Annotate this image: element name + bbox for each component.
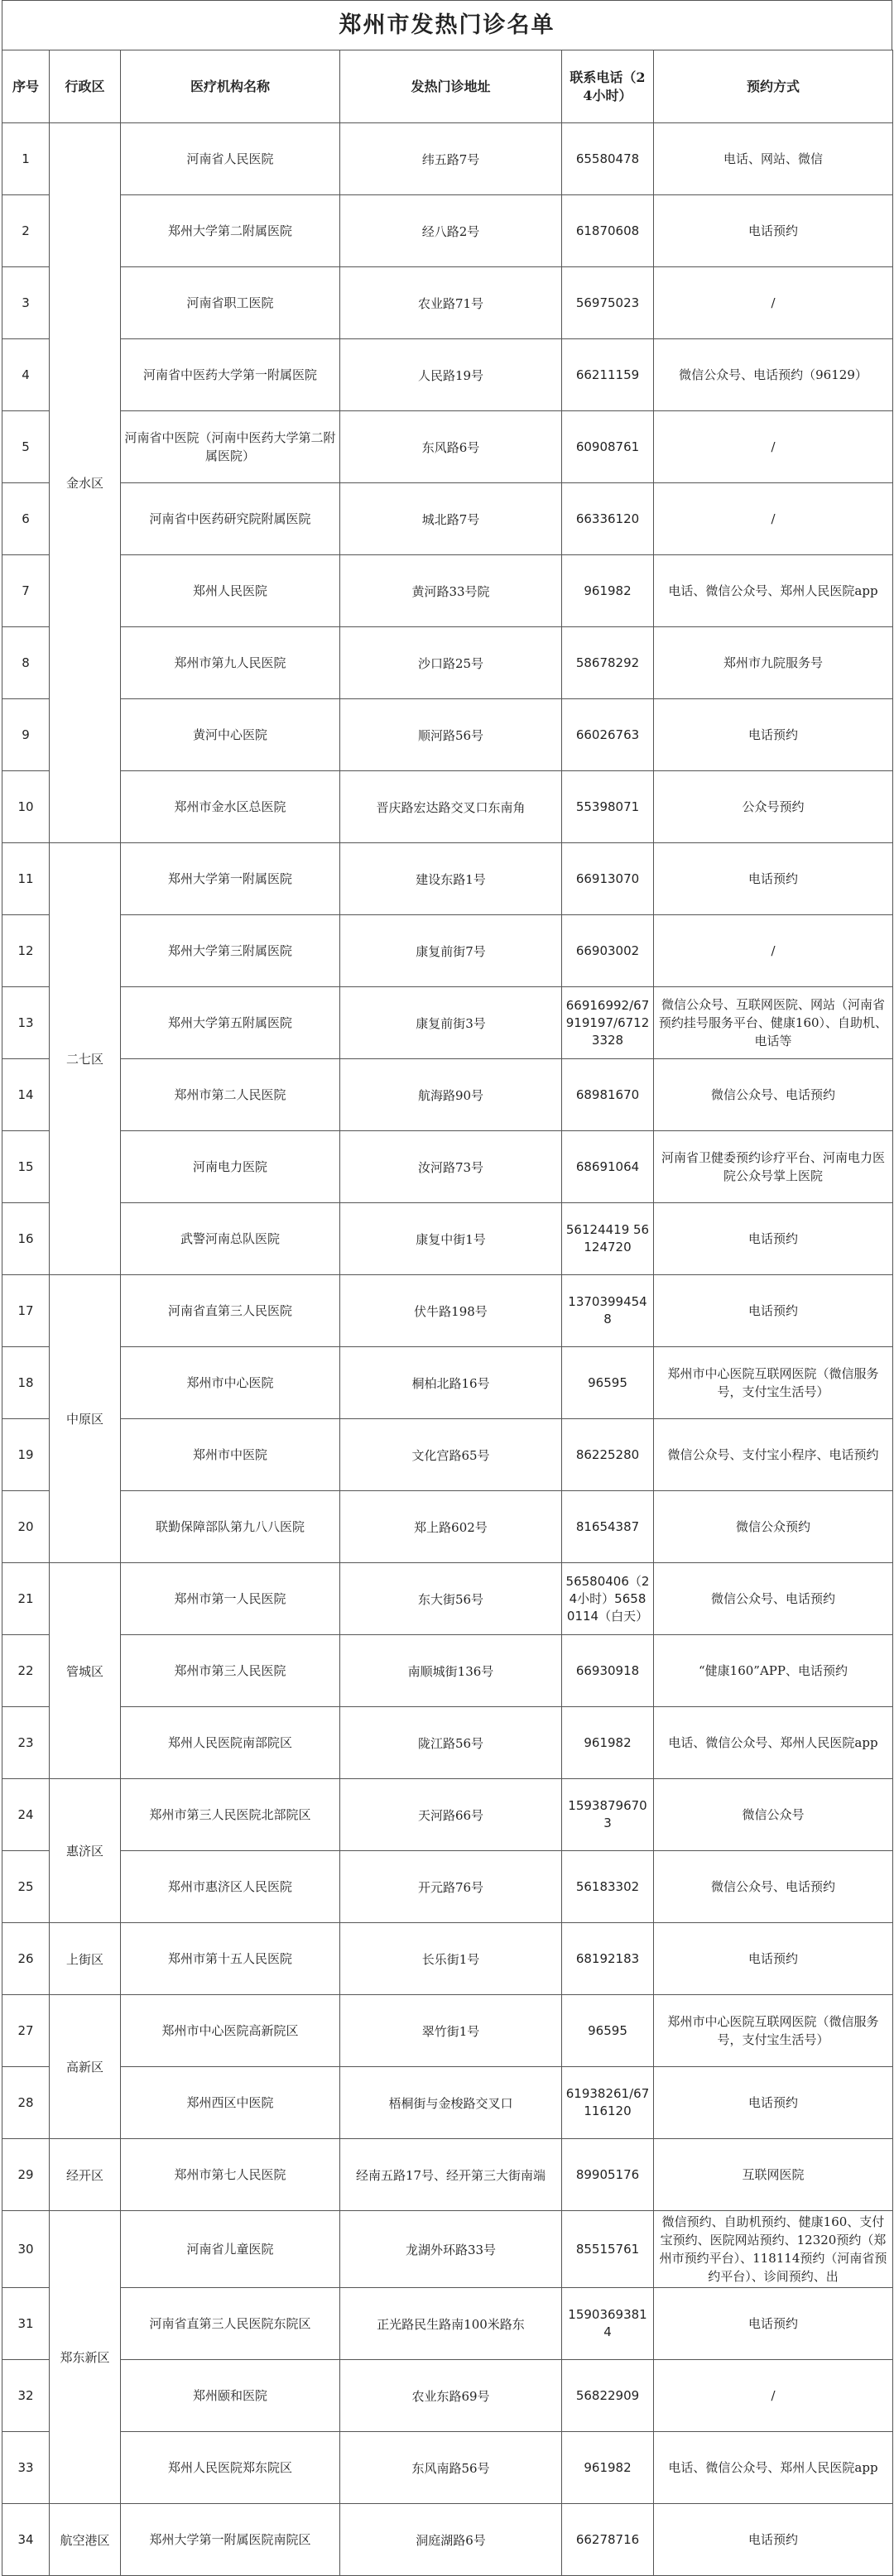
- cell-phone: 61938261/67116120: [562, 2067, 654, 2139]
- cell-seq: 30: [2, 2211, 50, 2288]
- table-row: [2, 123, 893, 195]
- cell-phone: 961982: [562, 2432, 654, 2504]
- cell-seq: 19: [2, 1419, 50, 1491]
- table-row: [2, 1347, 893, 1419]
- cell-address: 经南五路17号、经开第三大街南端: [340, 2139, 562, 2211]
- cell-phone: 65580478: [562, 123, 654, 195]
- cell-hospital: 黄河中心医院: [121, 699, 340, 771]
- cell-phone: 56124419 56124720: [562, 1203, 654, 1275]
- cell-method: 微信公众号: [654, 1779, 893, 1851]
- table-row: [2, 843, 893, 915]
- cell-phone: 60908761: [562, 411, 654, 483]
- cell-district: 金水区: [50, 123, 121, 843]
- cell-hospital: 郑州西区中医院: [121, 2067, 340, 2139]
- cell-seq: 9: [2, 699, 50, 771]
- cell-phone: 15903693814: [562, 2288, 654, 2360]
- cell-method: /: [654, 2360, 893, 2432]
- cell-district: 二七区: [50, 843, 121, 1275]
- table-row: [2, 1419, 893, 1491]
- cell-seq: 4: [2, 339, 50, 411]
- cell-seq: 2: [2, 195, 50, 267]
- cell-seq: 29: [2, 2139, 50, 2211]
- cell-phone: 96595: [562, 1995, 654, 2067]
- cell-district: 航空港区: [50, 2504, 121, 2576]
- cell-phone: 961982: [562, 1707, 654, 1779]
- cell-hospital: 郑州市第十五人民医院: [121, 1923, 340, 1995]
- header-method: 预约方式: [654, 50, 893, 123]
- table-row: [2, 2504, 893, 2576]
- cell-hospital: 河南省直第三人民医院: [121, 1275, 340, 1347]
- cell-hospital: 郑州人民医院郑东院区: [121, 2432, 340, 2504]
- cell-phone: 86225280: [562, 1419, 654, 1491]
- cell-method: 微信预约、自助机预约、健康160、支付宝预约、医院网站预约、12320预约（郑州市预约平台）、118114预约（河南省预约平台）、诊间预约、出: [654, 2211, 893, 2288]
- table-row: [2, 1563, 893, 1635]
- cell-phone: 66903002: [562, 915, 654, 987]
- cell-hospital: 郑州市第三人民医院北部院区: [121, 1779, 340, 1851]
- table-row: [2, 699, 893, 771]
- cell-hospital: 郑州大学第一附属医院: [121, 843, 340, 915]
- cell-phone: 55398071: [562, 771, 654, 843]
- cell-hospital: 河南省人民医院: [121, 123, 340, 195]
- cell-hospital: 武警河南总队医院: [121, 1203, 340, 1275]
- cell-district: 郑东新区: [50, 2211, 121, 2504]
- cell-phone: 61870608: [562, 195, 654, 267]
- table-row: [2, 1635, 893, 1707]
- table-row: [2, 1491, 893, 1563]
- table-header-row: [2, 50, 893, 123]
- cell-phone: 96595: [562, 1347, 654, 1419]
- cell-hospital: 郑州人民医院南部院区: [121, 1707, 340, 1779]
- cell-method: 电话预约: [654, 1275, 893, 1347]
- table-row: [2, 195, 893, 267]
- cell-phone: 66278716: [562, 2504, 654, 2576]
- table-row: [2, 1707, 893, 1779]
- cell-hospital: 郑州大学第一附属医院南院区: [121, 2504, 340, 2576]
- cell-method: 微信公众号、支付宝小程序、电话预约: [654, 1419, 893, 1491]
- cell-seq: 8: [2, 627, 50, 699]
- cell-district: 高新区: [50, 1995, 121, 2139]
- cell-hospital: 郑州大学第五附属医院: [121, 987, 340, 1059]
- page-title: 郑州市发热门诊名单: [2, 0, 892, 50]
- table-row: [2, 2211, 893, 2288]
- cell-address: 康复前街7号: [340, 915, 562, 987]
- cell-district: 惠济区: [50, 1779, 121, 1923]
- cell-method: 微信公众号、电话预约（96129）: [654, 339, 893, 411]
- cell-address: 东风南路56号: [340, 2432, 562, 2504]
- cell-district: 管城区: [50, 1563, 121, 1779]
- table-row: [2, 1203, 893, 1275]
- cell-method: 电话、微信公众号、郑州人民医院app: [654, 555, 893, 627]
- cell-seq: 20: [2, 1491, 50, 1563]
- cell-hospital: 郑州市第九人民医院: [121, 627, 340, 699]
- cell-hospital: 河南省儿童医院: [121, 2211, 340, 2288]
- cell-address: 航海路90号: [340, 1059, 562, 1131]
- cell-hospital: 河南省中医药大学第一附属医院: [121, 339, 340, 411]
- cell-phone: 89905176: [562, 2139, 654, 2211]
- cell-seq: 26: [2, 1923, 50, 1995]
- header-hospital: 医疗机构名称: [121, 50, 340, 123]
- cell-address: 梧桐街与金梭路交叉口: [340, 2067, 562, 2139]
- cell-hospital: 郑州市中医院: [121, 1419, 340, 1491]
- cell-method: 电话预约: [654, 2288, 893, 2360]
- table-row: [2, 1995, 893, 2067]
- table-row: [2, 1059, 893, 1131]
- cell-address: 人民路19号: [340, 339, 562, 411]
- cell-seq: 22: [2, 1635, 50, 1707]
- cell-phone: 56580406（24小时）56580114（白天）: [562, 1563, 654, 1635]
- cell-address: 伏牛路198号: [340, 1275, 562, 1347]
- table-row: [2, 915, 893, 987]
- cell-address: 纬五路7号: [340, 123, 562, 195]
- cell-method: 郑州市中心医院互联网医院（微信服务号，支付宝生活号）: [654, 1995, 893, 2067]
- cell-method: 公众号预约: [654, 771, 893, 843]
- cell-address: 沙口路25号: [340, 627, 562, 699]
- cell-seq: 24: [2, 1779, 50, 1851]
- cell-seq: 33: [2, 2432, 50, 2504]
- cell-address: 翠竹街1号: [340, 1995, 562, 2067]
- cell-address: 汝河路73号: [340, 1131, 562, 1203]
- table-row: [2, 2067, 893, 2139]
- cell-phone: 66336120: [562, 483, 654, 555]
- cell-address: 陇江路56号: [340, 1707, 562, 1779]
- cell-method: 电话预约: [654, 195, 893, 267]
- cell-method: 电话预约: [654, 1923, 893, 1995]
- cell-seq: 16: [2, 1203, 50, 1275]
- table-row: [2, 1923, 893, 1995]
- cell-method: /: [654, 915, 893, 987]
- table-row: [2, 1851, 893, 1923]
- cell-method: “健康160”APP、电话预约: [654, 1635, 893, 1707]
- table-body: [2, 123, 893, 2576]
- cell-seq: 28: [2, 2067, 50, 2139]
- cell-address: 龙湖外环路33号: [340, 2211, 562, 2288]
- cell-hospital: 郑州市中心医院高新院区: [121, 1995, 340, 2067]
- cell-seq: 15: [2, 1131, 50, 1203]
- cell-method: 郑州市九院服务号: [654, 627, 893, 699]
- cell-address: 建设东路1号: [340, 843, 562, 915]
- cell-hospital: 郑州市第七人民医院: [121, 2139, 340, 2211]
- cell-method: 电话预约: [654, 843, 893, 915]
- cell-seq: 3: [2, 267, 50, 339]
- cell-hospital: 郑州市第三人民医院: [121, 1635, 340, 1707]
- cell-district: 经开区: [50, 2139, 121, 2211]
- cell-phone: 66916992/67919197/67123328: [562, 987, 654, 1059]
- cell-phone: 66211159: [562, 339, 654, 411]
- cell-address: 天河路66号: [340, 1779, 562, 1851]
- header-phone: 联系电话（24小时）: [562, 50, 654, 123]
- cell-phone: 68192183: [562, 1923, 654, 1995]
- cell-address: 农业路71号: [340, 267, 562, 339]
- cell-phone: 13703994548: [562, 1275, 654, 1347]
- cell-seq: 14: [2, 1059, 50, 1131]
- cell-hospital: 郑州大学第二附属医院: [121, 195, 340, 267]
- cell-address: 康复前街3号: [340, 987, 562, 1059]
- cell-method: 微信公众预约: [654, 1491, 893, 1563]
- header-district: 行政区: [50, 50, 121, 123]
- cell-hospital: 河南电力医院: [121, 1131, 340, 1203]
- cell-phone: 961982: [562, 555, 654, 627]
- cell-phone: 56822909: [562, 2360, 654, 2432]
- cell-seq: 1: [2, 123, 50, 195]
- cell-method: 微信公众号、电话预约: [654, 1851, 893, 1923]
- cell-address: 农业东路69号: [340, 2360, 562, 2432]
- cell-seq: 18: [2, 1347, 50, 1419]
- cell-phone: 66930918: [562, 1635, 654, 1707]
- cell-method: /: [654, 411, 893, 483]
- cell-seq: 6: [2, 483, 50, 555]
- cell-phone: 66026763: [562, 699, 654, 771]
- cell-phone: 68691064: [562, 1131, 654, 1203]
- table-row: [2, 771, 893, 843]
- cell-seq: 27: [2, 1995, 50, 2067]
- cell-address: 康复中街1号: [340, 1203, 562, 1275]
- cell-address: 正光路民生路南100米路东: [340, 2288, 562, 2360]
- table-row: [2, 483, 893, 555]
- cell-hospital: 郑州市惠济区人民医院: [121, 1851, 340, 1923]
- table-row: [2, 1275, 893, 1347]
- cell-method: 微信公众号、电话预约: [654, 1059, 893, 1131]
- cell-phone: 58678292: [562, 627, 654, 699]
- cell-address: 东风路6号: [340, 411, 562, 483]
- cell-method: 电话、微信公众号、郑州人民医院app: [654, 1707, 893, 1779]
- cell-address: 郑上路602号: [340, 1491, 562, 1563]
- table-row: [2, 987, 893, 1059]
- cell-hospital: 河南省职工医院: [121, 267, 340, 339]
- cell-district: 上街区: [50, 1923, 121, 1995]
- cell-seq: 34: [2, 2504, 50, 2576]
- cell-seq: 31: [2, 2288, 50, 2360]
- cell-seq: 7: [2, 555, 50, 627]
- header-seq: 序号: [2, 50, 50, 123]
- cell-hospital: 郑州市第二人民医院: [121, 1059, 340, 1131]
- cell-method: 微信公众号、互联网医院、网站（河南省预约挂号服务平台、健康160）、自助机、电话等: [654, 987, 893, 1059]
- cell-method: 电话、微信公众号、郑州人民医院app: [654, 2432, 893, 2504]
- cell-phone: 15938796703: [562, 1779, 654, 1851]
- cell-hospital: 联勤保障部队第九八八医院: [121, 1491, 340, 1563]
- cell-seq: 23: [2, 1707, 50, 1779]
- cell-phone: 68981670: [562, 1059, 654, 1131]
- cell-hospital: 郑州市中心医院: [121, 1347, 340, 1419]
- cell-hospital: 郑州市金水区总医院: [121, 771, 340, 843]
- cell-method: /: [654, 483, 893, 555]
- cell-hospital: 郑州人民医院: [121, 555, 340, 627]
- table-row: [2, 627, 893, 699]
- table-row: [2, 555, 893, 627]
- cell-method: 郑州市中心医院互联网医院（微信服务号，支付宝生活号）: [654, 1347, 893, 1419]
- cell-address: 长乐街1号: [340, 1923, 562, 1995]
- cell-hospital: 河南省直第三人民医院东院区: [121, 2288, 340, 2360]
- cell-district: 中原区: [50, 1275, 121, 1563]
- cell-method: 电话预约: [654, 2504, 893, 2576]
- cell-seq: 11: [2, 843, 50, 915]
- cell-seq: 17: [2, 1275, 50, 1347]
- table-row: [2, 2432, 893, 2504]
- cell-method: 电话、网站、微信: [654, 123, 893, 195]
- cell-address: 文化宫路65号: [340, 1419, 562, 1491]
- cell-method: 互联网医院: [654, 2139, 893, 2211]
- cell-address: 晋庆路宏达路交叉口东南角: [340, 771, 562, 843]
- table-row: [2, 411, 893, 483]
- cell-seq: 25: [2, 1851, 50, 1923]
- table-row: [2, 2139, 893, 2211]
- cell-address: 开元路76号: [340, 1851, 562, 1923]
- cell-seq: 13: [2, 987, 50, 1059]
- cell-method: 河南省卫健委预约诊疗平台、河南电力医院公众号掌上医院: [654, 1131, 893, 1203]
- cell-address: 桐柏北路16号: [340, 1347, 562, 1419]
- table-row: [2, 2360, 893, 2432]
- header-address: 发热门诊地址: [340, 50, 562, 123]
- cell-address: 黄河路33号院: [340, 555, 562, 627]
- cell-seq: 21: [2, 1563, 50, 1635]
- cell-method: 电话预约: [654, 2067, 893, 2139]
- cell-seq: 10: [2, 771, 50, 843]
- cell-address: 顺河路56号: [340, 699, 562, 771]
- cell-address: 城北路7号: [340, 483, 562, 555]
- cell-hospital: 河南省中医院（河南中医药大学第二附属医院）: [121, 411, 340, 483]
- cell-hospital: 河南省中医药研究院附属医院: [121, 483, 340, 555]
- table-row: [2, 2288, 893, 2360]
- cell-seq: 32: [2, 2360, 50, 2432]
- cell-method: 电话预约: [654, 699, 893, 771]
- cell-hospital: 郑州颐和医院: [121, 2360, 340, 2432]
- cell-phone: 66913070: [562, 843, 654, 915]
- table-row: [2, 267, 893, 339]
- cell-method: 微信公众号、电话预约: [654, 1563, 893, 1635]
- cell-method: 电话预约: [654, 1203, 893, 1275]
- cell-seq: 5: [2, 411, 50, 483]
- cell-address: 东大街56号: [340, 1563, 562, 1635]
- cell-address: 经八路2号: [340, 195, 562, 267]
- cell-phone: 81654387: [562, 1491, 654, 1563]
- cell-hospital: 郑州市第一人民医院: [121, 1563, 340, 1635]
- cell-phone: 56975023: [562, 267, 654, 339]
- cell-method: /: [654, 267, 893, 339]
- cell-address: 南顺城街136号: [340, 1635, 562, 1707]
- cell-address: 洞庭湖路6号: [340, 2504, 562, 2576]
- table-row: [2, 1131, 893, 1203]
- cell-hospital: 郑州大学第三附属医院: [121, 915, 340, 987]
- cell-phone: 56183302: [562, 1851, 654, 1923]
- table-row: [2, 339, 893, 411]
- fever-clinic-table: [2, 50, 893, 2576]
- table-row: [2, 1779, 893, 1851]
- cell-seq: 12: [2, 915, 50, 987]
- cell-phone: 85515761: [562, 2211, 654, 2288]
